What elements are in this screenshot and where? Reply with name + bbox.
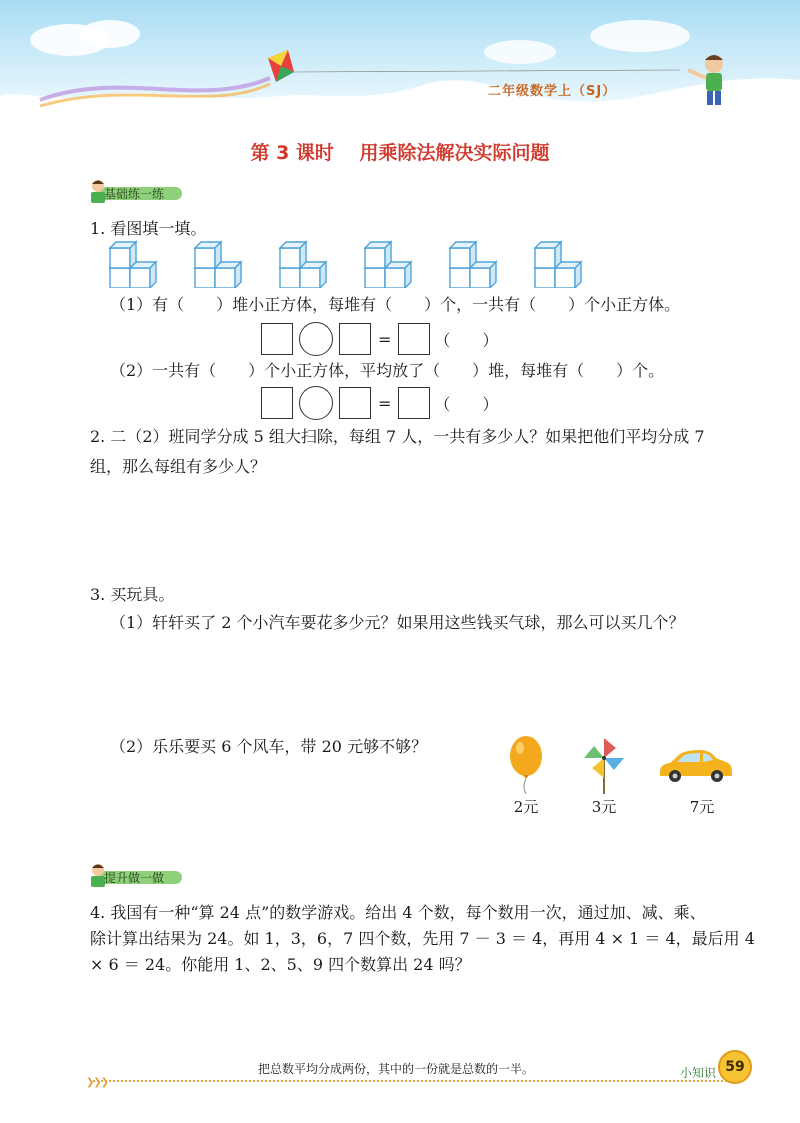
cube-group [278,240,340,288]
q1-equation-2 [261,386,498,420]
answer-box[interactable] [339,387,371,419]
cube-group [193,240,255,288]
cube-group [533,240,595,288]
book-label: 二年级数学上（SJ） [488,84,617,99]
answer-box[interactable] [398,323,430,355]
q3-sub2: （2）乐乐要买 6 个风车，带 20 元够不够？ [110,737,428,756]
q3-stem: 3. 买玩具。 [90,585,175,604]
footer-arrows-icon: ❯❯❯ [86,1077,109,1088]
footer-tip: 把总数平均分成两份，其中的一份就是总数的一半。 [258,1062,535,1076]
unit-blank: （ ） [434,330,499,350]
q4-line2: 除计算出结果为 24。如 1，3，6，7 四个数，先用 7 － 3 ＝ 4，再用 4 × 1 ＝ 4，最后用 4 [90,929,755,948]
car-price: 7元 [689,798,715,816]
section-tag-advanced [86,862,196,888]
q1-equation-1 [261,322,498,356]
cube-groups [108,240,608,288]
operator-circle[interactable] [299,322,333,356]
operator-circle[interactable] [299,386,333,420]
q2-line2: 组，那么每组有多少人？ [90,457,267,476]
q1-sub1: （1）有（ ）堆小正方体，每堆有（ ）个，一共有（ ）个小正方体。 [110,295,681,314]
q1-stem: 1. 看图填一填。 [90,219,207,238]
q2-line1: 2. 二（2）班同学分成 5 组大扫除，每组 7 人，一共有多少人？如果把他们平均分成 7 [90,427,705,446]
answer-box[interactable] [398,387,430,419]
equals-sign: = [378,329,392,349]
balloon-price: 2元 [513,798,539,816]
answer-box[interactable] [261,323,293,355]
lesson-title: 第 3 课时 用乘除法解决实际问题 [250,142,550,164]
footer-label: 小知识 [680,1066,717,1080]
toy-car-icon [656,746,734,786]
section-tag-basic [86,178,196,204]
q4-line3: × 6 ＝ 24。你能用 1、2、5、9 四个数算出 24 吗？ [90,955,471,974]
equals-sign: = [378,393,392,413]
answer-box[interactable] [261,387,293,419]
page-number: 59 [718,1050,752,1084]
section-tag-label: 提升做一做 [104,871,165,885]
unit-blank: （ ） [434,394,499,414]
balloon-icon [502,734,550,794]
footer-divider [90,1080,730,1082]
cube-group [448,240,510,288]
pinwheel-price: 3元 [591,798,617,816]
q4-line1: 4. 我国有一种“算 24 点”的数学游戏。给出 4 个数，每个数用一次，通过加、减、乘、 [90,903,706,922]
header-banner [0,0,800,120]
answer-box[interactable] [339,323,371,355]
cube-group [363,240,425,288]
q1-sub2: （2）一共有（ ）个小正方体，平均放了（ ）堆，每堆有（ ）个。 [110,361,665,380]
cube-group [108,240,170,288]
q3-sub1: （1）轩轩买了 2 个小汽车要花多少元？如果用这些钱买气球，那么可以买几个？ [110,613,685,632]
pinwheel-icon [580,734,628,794]
section-tag-label: 基础练一练 [104,187,165,201]
